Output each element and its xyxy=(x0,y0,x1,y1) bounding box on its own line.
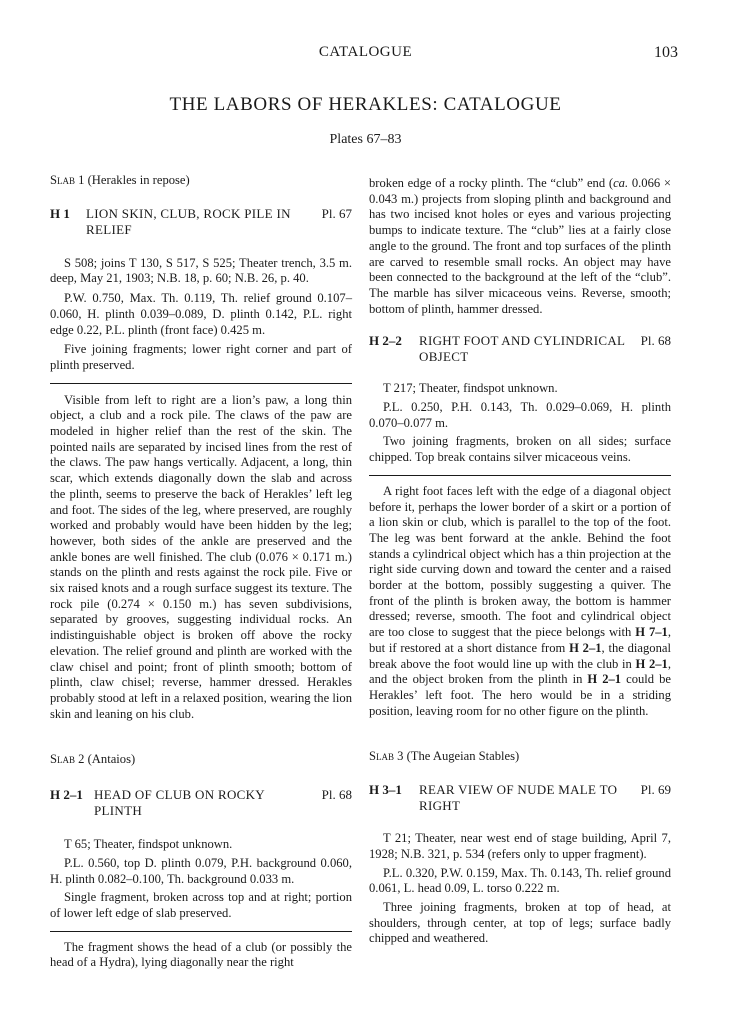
running-title: CATALOGUE xyxy=(318,44,413,60)
entry-reference: T 65; Theater, findspot unknown. xyxy=(64,837,233,852)
entry-code: H 2–2 xyxy=(369,333,402,349)
entry-dimensions: P.L. 0.250, P.H. 0.143, Th. 0.029–0.069, H. plinth 0.070–0.077 m. xyxy=(369,400,671,430)
divider xyxy=(50,383,352,384)
entry-h1-heading xyxy=(50,206,352,238)
slab-1-heading: Slab 1 (Herakles in repose) xyxy=(50,173,190,187)
divider xyxy=(369,475,671,476)
entry-title: RIGHT FOOT AND CYLINDRICAL OBJECT xyxy=(419,333,625,365)
entry-condition: Five joining fragments; lower right corner and part of plinth preserved. xyxy=(50,342,352,372)
running-header xyxy=(0,44,731,64)
entry-h2-1-heading xyxy=(50,787,352,819)
left-column xyxy=(50,173,352,971)
page-number: 103 xyxy=(654,44,678,61)
slab-2-heading: Slab 2 (Antaios) xyxy=(50,752,136,767)
entry-code: H 3–1 xyxy=(369,782,402,798)
entry-reference: T 217; Theater, findspot unknown. xyxy=(383,381,558,396)
entry-code: H 2–1 xyxy=(50,787,83,803)
plate-ref: Pl. 68 xyxy=(640,333,671,349)
page-title: THE LABORS OF HERAKLES: CATALOGUE xyxy=(169,94,562,115)
entry-condition: Three joining fragments, broken at top of head, at shoulders, through center, at top of legs; surface badly chipped and weathered. xyxy=(369,899,671,946)
entry-h2-2-heading xyxy=(369,333,671,365)
entry-dimensions: P.L. 0.320, P.W. 0.159, Max. Th. 0.143, Th. relief ground 0.061, L. head 0.09, L. torso 0.222 m. xyxy=(369,865,671,896)
entry-code: H 1 xyxy=(50,205,70,221)
entry-title: LION SKIN, CLUB, ROCK PILE IN RELIEF xyxy=(86,205,291,237)
slab-3-heading: Slab 3 (The Augeian Stables) xyxy=(369,749,520,764)
right-column xyxy=(369,176,671,947)
plate-ref: Pl. 69 xyxy=(640,782,671,798)
entry-dimensions: P.L. 0.560, top D. plinth 0.079, P.H. background 0.060, H. plinth 0.082–0.100, Th. background 0.033 m. xyxy=(50,855,352,886)
entry-title: HEAD OF CLUB ON ROCKY PLINTH xyxy=(94,787,265,819)
entry-description-continued: broken edge of a rocky plinth. The “club” end (ca. 0.066 × 0.043 m.) projects from sloping plinth and background and has two incised knot holes or eyes and various projecting bumps to indicate texture. The “club” lies at a fairly close angle to the ground. The front and top surfaces of the plinth are carved to resemble small rocks. An object may have been connected to the background at the left of the “club”. The marble has silver micaceous veins. Reverse, smooth; bottom of plinth, hammer dressed. xyxy=(369,176,671,316)
entry-reference: S 508; joins T 130, S 517, S 525; Theater trench, 3.5 m. deep, May 21, 1903; N.B. 18, p. 60; N.B. 26, p. 40. xyxy=(50,255,352,286)
entry-condition: Two joining fragments, broken on all sides; surface chipped. Top break contains silver micaceous veins. xyxy=(369,434,671,465)
plate-ref: Pl. 68 xyxy=(321,787,352,803)
entry-h3-1-heading xyxy=(369,782,671,814)
entry-dimensions: P.W. 0.750, Max. Th. 0.119, Th. relief ground 0.107–0.060, H. plinth 0.039–0.089, D. plinth 0.142, P.L. right edge 0.22, P.L. plinth (front face) 0.425 m. xyxy=(50,291,352,337)
plates-range: Plates 67–83 xyxy=(329,132,402,147)
divider xyxy=(50,931,352,932)
entry-description: Visible from left to right are a lion’s paw, a long thin object, a club and a rock pile. The claws of the paw are modeled in higher relief than the rest of the skin. The pointed nails are separated by incised lines from the rest of the claws. The paw hangs vertically. Adjacent, a long, thin scar, which extends diagonally down the slab and across the plinth, seems to preserve the back of Herakles’ left leg and foot. The sides of the leg, where preserved, are roughly worked and probably would have been hidden by the leg; however, both sides of the ankle are preserved and the ankle bones are well finished. The club (0.076 × 0.171 m.) stands on the plinth and rests against the rock pile. Five or six raised knots and a rough surface suggest its texture. The rock pile (0.274 × 0.150 m.) has seven subdivisions, separated by grooves, suggesting individual rocks. An indistinguishable object is broken off above the rocky elevation. The relief ground and plinth are worked with the claw chisel and point; front of plinth smooth; bottom of plinth, claw chisel; reverse, hammer dressed. Herakles probably stood at left in a relaxed position, wearing the lion skin and leaning on his club. xyxy=(50,392,352,721)
plate-ref: Pl. 67 xyxy=(321,205,352,221)
entry-title: REAR VIEW OF NUDE MALE TO RIGHT xyxy=(419,782,618,814)
entry-description-start: The fragment shows the head of a club (or possibly the head of a Hydra), lying diagonally near the right xyxy=(50,939,352,970)
entry-description: A right foot faces left with the edge of a diagonal object before it, perhaps the lower border of a skirt or a portion of a lion skin or club, which is parallel to the top of the foot. The leg was bent forward at the ankle. Behind the foot stands a cylindrical object which has a thin projection at the right side curving down and toward the center and a raised border at the bottom, possibly suggesting a quiver. The front of the plinth is broken away, the bottom is hammer dressed; reverse, smooth. The foot and cylindrical object are too close to suggest that the piece belongs with H 7–1, but if restored at a short distance from H 2–1, the diagonal break above the foot would line up with the club in H 2–1, and the object broken from the plinth in H 2–1 could be Herakles’ left foot. The hero would be in a striding position, leaving room for no other figure on the plinth. xyxy=(369,483,671,718)
entry-condition: Single fragment, broken across top and at right; portion of lower left edge of slab preserved. xyxy=(50,890,352,920)
entry-reference: T 21; Theater, near west end of stage building, April 7, 1928; N.B. 321, p. 534 (refers only to upper fragment). xyxy=(369,831,671,861)
